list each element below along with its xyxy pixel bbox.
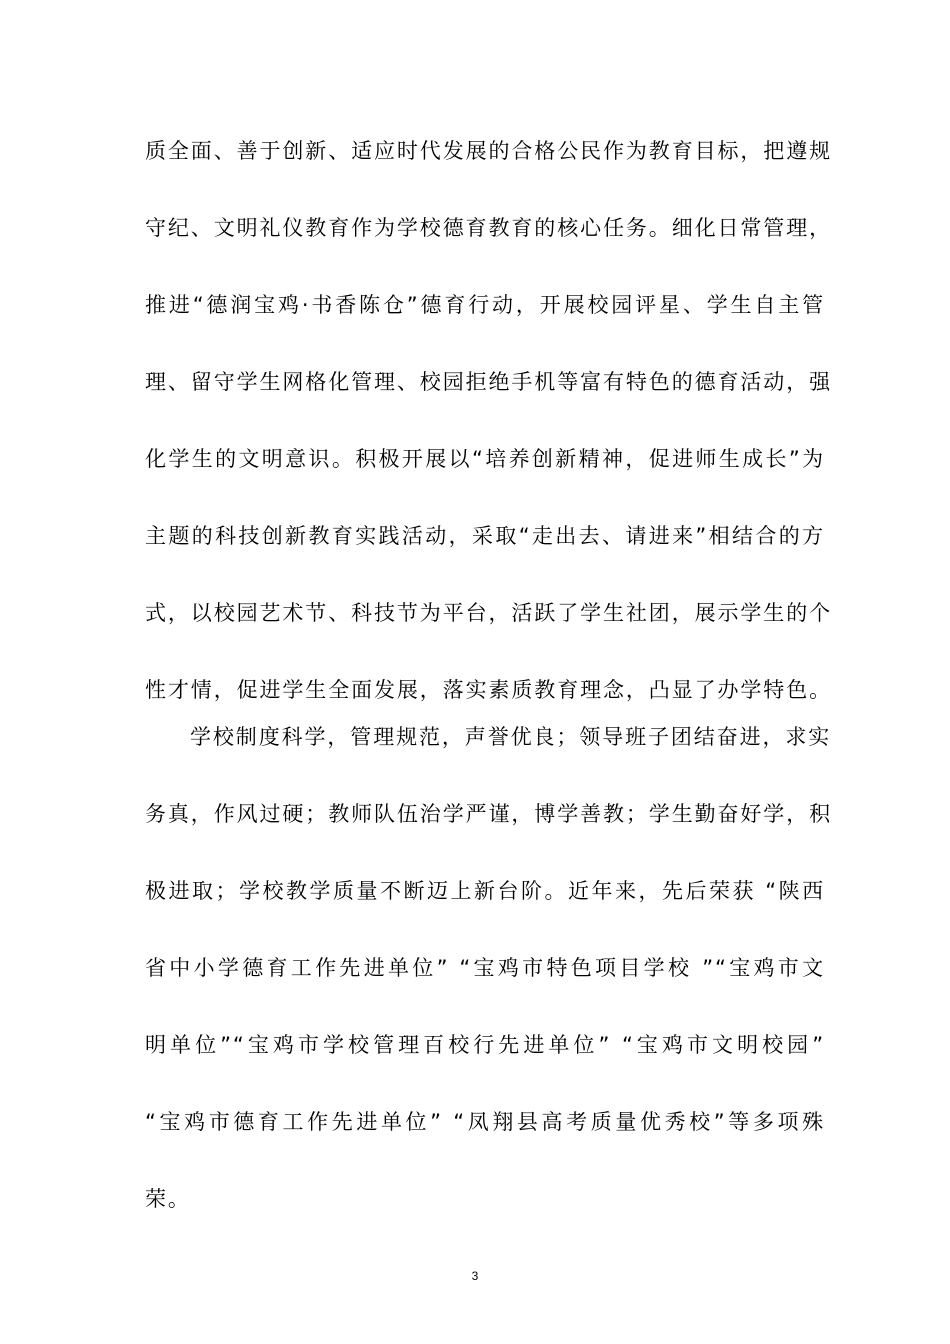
paragraph-line: 务真，作风过硬；教师队伍治学严谨，博学善教；学生勤奋好学，积 [145,802,832,826]
paragraph-line: 学校制度科学，管理规范，声誉优良；领导班子团结奋进，求实 [190,725,832,749]
paragraph-line: 主题的科技创新教育实践活动，采取“走出去、请进来”相结合的方 [145,524,825,548]
paragraph-line: “宝鸡市德育工作先进单位” “凤翔县高考质量优秀校”等多项殊 [145,1110,825,1134]
paragraph-line: 守纪、文明礼仪教育作为学校德育教育的核心任务。细化日常管理， [145,216,832,240]
paragraph-line: 式，以校园艺术节、科技节为平台，活跃了学生社团，展示学生的个 [145,601,832,625]
page-number: 3 [471,1269,479,1283]
paragraph-line: 化学生的文明意识。积极开展以“培养创新精神，促进师生成长”为 [145,447,825,471]
paragraph-line: 明单位”“宝鸡市学校管理百校行先进单位” “宝鸡市文明校园” [145,1033,825,1057]
paragraph-line: 极进取；学校教学质量不断迈上新台阶。近年来，先后荣获 “陕西 [145,879,825,903]
paragraph-line: 性才情，促进学生全面发展，落实素质教育理念，凸显了办学特色。 [145,678,832,702]
paragraph-line: 理、留守学生网格化管理、校园拒绝手机等富有特色的德育活动，强 [145,370,832,394]
paragraph-line: 推进“德润宝鸡·书香陈仓”德育行动，开展校园评星、学生自主管 [145,293,825,317]
paragraph-line: 荣。 [145,1187,191,1211]
paragraph-line: 质全面、善于创新、适应时代发展的合格公民作为教育目标，把遵规 [145,139,832,163]
paragraph-line: 省中小学德育工作先进单位” “宝鸡市特色项目学校 ”“宝鸡市文 [145,956,826,980]
